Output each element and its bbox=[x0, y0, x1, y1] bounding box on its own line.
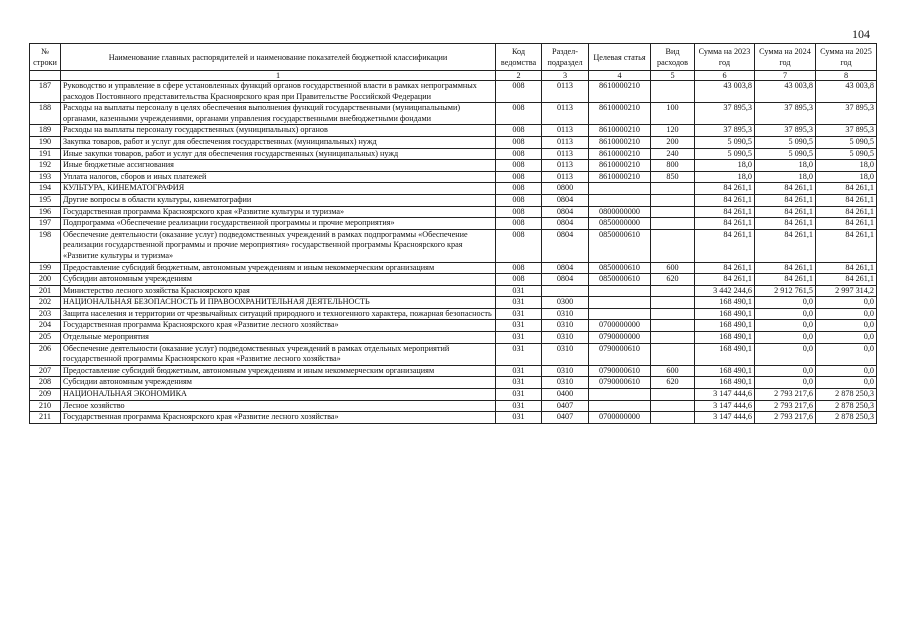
sum-2023-cell: 168 490,1 bbox=[695, 308, 755, 320]
table-row bbox=[30, 171, 877, 183]
target-article-cell: 8610000210 bbox=[589, 160, 651, 172]
target-article-cell: 8610000210 bbox=[589, 171, 651, 183]
ministry-code-cell: 008 bbox=[496, 183, 542, 195]
page-number: 104 bbox=[852, 27, 870, 41]
section-cell: 0407 bbox=[542, 400, 589, 412]
sum-2025-cell: 5 090,5 bbox=[816, 136, 877, 148]
row-number-cell: 189 bbox=[30, 125, 61, 137]
sum-2023-cell: 3 147 444,6 bbox=[695, 389, 755, 401]
sum-2024-cell: 0,0 bbox=[755, 377, 816, 389]
row-name-cell: Обеспечение деятельности (оказание услуг) подведомственных учреждений в рамках подпрограммы «Обеспечение реализации государственной программы и прочие мероприятия» государственной программы Красноярского края «Развитие культуры и туризма» bbox=[61, 229, 496, 262]
header-sum-2023: Сумма на 2023 год bbox=[695, 44, 755, 71]
row-number-cell: 191 bbox=[30, 148, 61, 160]
row-name-cell: Расходы на выплаты персоналу государственных (муниципальных) органов bbox=[61, 125, 496, 137]
ministry-code-cell: 008 bbox=[496, 218, 542, 230]
expense-type-cell: 600 bbox=[651, 262, 695, 274]
sum-2024-cell: 18,0 bbox=[755, 160, 816, 172]
table-row bbox=[30, 183, 877, 195]
sum-2025-cell: 2 997 314,2 bbox=[816, 285, 877, 297]
sum-2025-cell: 2 878 250,3 bbox=[816, 412, 877, 424]
sum-2025-cell: 84 261,1 bbox=[816, 218, 877, 230]
sum-2025-cell: 43 003,8 bbox=[816, 81, 877, 103]
sum-2023-cell: 5 090,5 bbox=[695, 136, 755, 148]
header-name: Наименование главных распорядителей и наименование показателей бюджетной классификации bbox=[61, 44, 496, 71]
sum-2025-cell: 84 261,1 bbox=[816, 229, 877, 262]
ministry-code-cell: 031 bbox=[496, 308, 542, 320]
section-cell: 0804 bbox=[542, 229, 589, 262]
section-cell: 0804 bbox=[542, 194, 589, 206]
sum-2025-cell: 84 261,1 bbox=[816, 194, 877, 206]
column-number: 7 bbox=[755, 71, 816, 81]
row-number-cell: 200 bbox=[30, 274, 61, 286]
sum-2023-cell: 43 003,8 bbox=[695, 81, 755, 103]
row-name-cell: Министерство лесного хозяйства Красноярского края bbox=[61, 285, 496, 297]
row-number-cell: 209 bbox=[30, 389, 61, 401]
sum-2023-cell: 5 090,5 bbox=[695, 148, 755, 160]
sum-2024-cell: 0,0 bbox=[755, 308, 816, 320]
header-ministry-code: Код ведомства bbox=[496, 44, 542, 71]
table-row bbox=[30, 308, 877, 320]
expense-type-cell: 200 bbox=[651, 136, 695, 148]
row-name-cell: Расходы на выплаты персоналу в целях обеспечения выполнения функций государственными (муниципальными) органами, казенными учреждениями, органами управления государственными внебюджетными фондами bbox=[61, 103, 496, 125]
row-name-cell: НАЦИОНАЛЬНАЯ ЭКОНОМИКА bbox=[61, 389, 496, 401]
table-row bbox=[30, 103, 877, 125]
header-sum-2024: Сумма на 2024 год bbox=[755, 44, 816, 71]
sum-2024-cell: 0,0 bbox=[755, 343, 816, 365]
sum-2024-cell: 18,0 bbox=[755, 171, 816, 183]
expense-type-cell bbox=[651, 183, 695, 195]
target-article-cell bbox=[589, 400, 651, 412]
expense-type-cell: 600 bbox=[651, 365, 695, 377]
header-row bbox=[30, 44, 877, 71]
expense-type-cell bbox=[651, 194, 695, 206]
row-number-cell: 206 bbox=[30, 343, 61, 365]
ministry-code-cell: 008 bbox=[496, 274, 542, 286]
ministry-code-cell: 031 bbox=[496, 412, 542, 424]
table-row bbox=[30, 194, 877, 206]
sum-2023-cell: 18,0 bbox=[695, 160, 755, 172]
column-number: 4 bbox=[589, 71, 651, 81]
section-cell: 0113 bbox=[542, 160, 589, 172]
expense-type-cell bbox=[651, 343, 695, 365]
row-name-cell: Государственная программа Красноярского края «Развитие лесного хозяйства» bbox=[61, 320, 496, 332]
expense-type-cell: 800 bbox=[651, 160, 695, 172]
target-article-cell: 0790000610 bbox=[589, 365, 651, 377]
sum-2024-cell: 84 261,1 bbox=[755, 206, 816, 218]
section-cell: 0407 bbox=[542, 412, 589, 424]
expense-type-cell bbox=[651, 229, 695, 262]
sum-2025-cell: 0,0 bbox=[816, 308, 877, 320]
row-number-cell: 196 bbox=[30, 206, 61, 218]
expense-type-cell bbox=[651, 389, 695, 401]
ministry-code-cell: 031 bbox=[496, 389, 542, 401]
section-cell: 0804 bbox=[542, 274, 589, 286]
sum-2024-cell: 37 895,3 bbox=[755, 103, 816, 125]
row-name-cell: Закупка товаров, работ и услуг для обеспечения государственных (муниципальных) нужд bbox=[61, 136, 496, 148]
row-number-cell: 195 bbox=[30, 194, 61, 206]
sum-2024-cell: 84 261,1 bbox=[755, 229, 816, 262]
sum-2023-cell: 168 490,1 bbox=[695, 365, 755, 377]
sum-2023-cell: 168 490,1 bbox=[695, 320, 755, 332]
expense-type-cell bbox=[651, 412, 695, 424]
sum-2024-cell: 5 090,5 bbox=[755, 148, 816, 160]
header-row-no: № строки bbox=[30, 44, 61, 71]
target-article-cell: 0700000000 bbox=[589, 412, 651, 424]
column-number: 6 bbox=[695, 71, 755, 81]
sum-2025-cell: 0,0 bbox=[816, 297, 877, 309]
row-name-cell: Предоставление субсидий бюджетным, автономным учреждениям и иным некоммерческим организациям bbox=[61, 262, 496, 274]
sum-2023-cell: 3 147 444,6 bbox=[695, 412, 755, 424]
ministry-code-cell: 031 bbox=[496, 320, 542, 332]
sum-2023-cell: 3 442 244,6 bbox=[695, 285, 755, 297]
expense-type-cell bbox=[651, 297, 695, 309]
target-article-cell: 0850000000 bbox=[589, 218, 651, 230]
section-cell: 0113 bbox=[542, 81, 589, 103]
row-name-cell: Государственная программа Красноярского края «Развитие культуры и туризма» bbox=[61, 206, 496, 218]
expense-type-cell: 850 bbox=[651, 171, 695, 183]
sum-2023-cell: 168 490,1 bbox=[695, 343, 755, 365]
section-cell: 0310 bbox=[542, 308, 589, 320]
expense-type-cell: 240 bbox=[651, 148, 695, 160]
target-article-cell: 8610000210 bbox=[589, 103, 651, 125]
table-row bbox=[30, 136, 877, 148]
section-cell: 0113 bbox=[542, 103, 589, 125]
row-name-cell: Субсидии автономным учреждениям bbox=[61, 274, 496, 286]
sum-2025-cell: 0,0 bbox=[816, 343, 877, 365]
column-number: 5 bbox=[651, 71, 695, 81]
target-article-cell: 8610000210 bbox=[589, 136, 651, 148]
sum-2024-cell: 84 261,1 bbox=[755, 262, 816, 274]
ministry-code-cell: 008 bbox=[496, 136, 542, 148]
header-sum-2025: Сумма на 2025 год bbox=[816, 44, 877, 71]
row-name-cell: Обеспечение деятельности (оказание услуг) подведомственных учреждений в рамках отдельных мероприятий государственной программы Красноярского края «Развитие лесного хозяйства» bbox=[61, 343, 496, 365]
section-cell: 0310 bbox=[542, 343, 589, 365]
sum-2023-cell: 3 147 444,6 bbox=[695, 400, 755, 412]
target-article-cell: 8610000210 bbox=[589, 148, 651, 160]
sum-2023-cell: 168 490,1 bbox=[695, 332, 755, 344]
row-number-cell: 192 bbox=[30, 160, 61, 172]
table-row bbox=[30, 297, 877, 309]
row-name-cell: Субсидии автономным учреждениям bbox=[61, 377, 496, 389]
section-cell: 0804 bbox=[542, 262, 589, 274]
sum-2023-cell: 84 261,1 bbox=[695, 194, 755, 206]
sum-2025-cell: 18,0 bbox=[816, 171, 877, 183]
row-name-cell: КУЛЬТУРА, КИНЕМАТОГРАФИЯ bbox=[61, 183, 496, 195]
table-row bbox=[30, 148, 877, 160]
sum-2023-cell: 168 490,1 bbox=[695, 297, 755, 309]
column-number-row bbox=[30, 71, 877, 81]
sum-2023-cell: 84 261,1 bbox=[695, 229, 755, 262]
header-expense-type: Вид расходов bbox=[651, 44, 695, 71]
sum-2025-cell: 37 895,3 bbox=[816, 103, 877, 125]
target-article-cell: 0790000610 bbox=[589, 377, 651, 389]
ministry-code-cell: 008 bbox=[496, 206, 542, 218]
expense-type-cell bbox=[651, 206, 695, 218]
target-article-cell bbox=[589, 183, 651, 195]
expense-type-cell bbox=[651, 218, 695, 230]
column-number: 1 bbox=[61, 71, 496, 81]
target-article-cell bbox=[589, 285, 651, 297]
sum-2023-cell: 168 490,1 bbox=[695, 377, 755, 389]
row-name-cell: НАЦИОНАЛЬНАЯ БЕЗОПАСНОСТЬ И ПРАВООХРАНИТЕЛЬНАЯ ДЕЯТЕЛЬНОСТЬ bbox=[61, 297, 496, 309]
sum-2024-cell: 84 261,1 bbox=[755, 274, 816, 286]
table-row bbox=[30, 160, 877, 172]
section-cell: 0113 bbox=[542, 125, 589, 137]
row-number-cell: 205 bbox=[30, 332, 61, 344]
sum-2024-cell: 43 003,8 bbox=[755, 81, 816, 103]
row-name-cell: Иные закупки товаров, работ и услуг для обеспечения государственных (муниципальных) нужд bbox=[61, 148, 496, 160]
budget-table bbox=[29, 43, 877, 424]
expense-type-cell bbox=[651, 400, 695, 412]
table-row bbox=[30, 262, 877, 274]
table-row bbox=[30, 81, 877, 103]
sum-2025-cell: 18,0 bbox=[816, 160, 877, 172]
sum-2023-cell: 84 261,1 bbox=[695, 183, 755, 195]
sum-2025-cell: 84 261,1 bbox=[816, 206, 877, 218]
row-number-cell: 207 bbox=[30, 365, 61, 377]
row-number-cell: 208 bbox=[30, 377, 61, 389]
sum-2024-cell: 5 090,5 bbox=[755, 136, 816, 148]
ministry-code-cell: 008 bbox=[496, 160, 542, 172]
row-number-cell: 203 bbox=[30, 308, 61, 320]
table-row bbox=[30, 389, 877, 401]
sum-2024-cell: 2 793 217,6 bbox=[755, 389, 816, 401]
row-number-cell: 198 bbox=[30, 229, 61, 262]
sum-2024-cell: 0,0 bbox=[755, 320, 816, 332]
target-article-cell: 0800000000 bbox=[589, 206, 651, 218]
column-number: 2 bbox=[496, 71, 542, 81]
sum-2023-cell: 84 261,1 bbox=[695, 206, 755, 218]
row-name-cell: Предоставление субсидий бюджетным, автономным учреждениям и иным некоммерческим организациям bbox=[61, 365, 496, 377]
row-name-cell: Руководство и управление в сфере установленных функций органов государственной власти в рамках непрограммных расходов Постоянного представительства Красноярского края при Правительстве Российской Федерации bbox=[61, 81, 496, 103]
header-section: Раздел-подраздел bbox=[542, 44, 589, 71]
row-number-cell: 210 bbox=[30, 400, 61, 412]
row-number-cell: 204 bbox=[30, 320, 61, 332]
table-row bbox=[30, 332, 877, 344]
section-cell: 0310 bbox=[542, 365, 589, 377]
row-number-cell: 190 bbox=[30, 136, 61, 148]
section-cell: 0113 bbox=[542, 136, 589, 148]
table-row bbox=[30, 365, 877, 377]
ministry-code-cell: 008 bbox=[496, 194, 542, 206]
column-number: 8 bbox=[816, 71, 877, 81]
row-number-cell: 197 bbox=[30, 218, 61, 230]
ministry-code-cell: 008 bbox=[496, 125, 542, 137]
row-number-cell: 187 bbox=[30, 81, 61, 103]
ministry-code-cell: 031 bbox=[496, 343, 542, 365]
section-cell: 0804 bbox=[542, 206, 589, 218]
ministry-code-cell: 008 bbox=[496, 103, 542, 125]
ministry-code-cell: 008 bbox=[496, 262, 542, 274]
ministry-code-cell: 008 bbox=[496, 171, 542, 183]
sum-2024-cell: 2 793 217,6 bbox=[755, 412, 816, 424]
ministry-code-cell: 008 bbox=[496, 148, 542, 160]
sum-2025-cell: 5 090,5 bbox=[816, 148, 877, 160]
target-article-cell bbox=[589, 389, 651, 401]
sum-2025-cell: 0,0 bbox=[816, 332, 877, 344]
section-cell: 0310 bbox=[542, 332, 589, 344]
row-name-cell: Подпрограмма «Обеспечение реализации государственной программы и прочие мероприятия» bbox=[61, 218, 496, 230]
target-article-cell: 8610000210 bbox=[589, 81, 651, 103]
row-name-cell: Лесное хозяйство bbox=[61, 400, 496, 412]
table-row bbox=[30, 218, 877, 230]
section-cell bbox=[542, 285, 589, 297]
table-row bbox=[30, 320, 877, 332]
column-number bbox=[30, 71, 61, 81]
ministry-code-cell: 031 bbox=[496, 400, 542, 412]
sum-2024-cell: 37 895,3 bbox=[755, 125, 816, 137]
target-article-cell bbox=[589, 308, 651, 320]
sum-2024-cell: 0,0 bbox=[755, 365, 816, 377]
target-article-cell: 0850000610 bbox=[589, 274, 651, 286]
sum-2024-cell: 84 261,1 bbox=[755, 218, 816, 230]
ministry-code-cell: 031 bbox=[496, 377, 542, 389]
expense-type-cell bbox=[651, 320, 695, 332]
expense-type-cell bbox=[651, 81, 695, 103]
section-cell: 0310 bbox=[542, 320, 589, 332]
row-number-cell: 193 bbox=[30, 171, 61, 183]
section-cell: 0113 bbox=[542, 148, 589, 160]
table-row bbox=[30, 377, 877, 389]
target-article-cell: 0850000610 bbox=[589, 229, 651, 262]
row-number-cell: 194 bbox=[30, 183, 61, 195]
table-row bbox=[30, 343, 877, 365]
row-number-cell: 199 bbox=[30, 262, 61, 274]
sum-2023-cell: 18,0 bbox=[695, 171, 755, 183]
sum-2025-cell: 0,0 bbox=[816, 377, 877, 389]
section-cell: 0804 bbox=[542, 218, 589, 230]
sum-2025-cell: 0,0 bbox=[816, 365, 877, 377]
sum-2023-cell: 84 261,1 bbox=[695, 218, 755, 230]
sum-2023-cell: 84 261,1 bbox=[695, 262, 755, 274]
section-cell: 0800 bbox=[542, 183, 589, 195]
ministry-code-cell: 031 bbox=[496, 332, 542, 344]
sum-2025-cell: 0,0 bbox=[816, 320, 877, 332]
table-row bbox=[30, 285, 877, 297]
table-row bbox=[30, 206, 877, 218]
expense-type-cell: 620 bbox=[651, 274, 695, 286]
section-cell: 0310 bbox=[542, 377, 589, 389]
sum-2023-cell: 84 261,1 bbox=[695, 274, 755, 286]
sum-2024-cell: 2 912 761,5 bbox=[755, 285, 816, 297]
expense-type-cell bbox=[651, 332, 695, 344]
header-target-article: Целевая статья bbox=[589, 44, 651, 71]
target-article-cell: 0850000610 bbox=[589, 262, 651, 274]
sum-2024-cell: 0,0 bbox=[755, 332, 816, 344]
table-row bbox=[30, 412, 877, 424]
row-name-cell: Государственная программа Красноярского края «Развитие лесного хозяйства» bbox=[61, 412, 496, 424]
sum-2025-cell: 84 261,1 bbox=[816, 183, 877, 195]
target-article-cell: 0700000000 bbox=[589, 320, 651, 332]
target-article-cell bbox=[589, 194, 651, 206]
row-name-cell: Иные бюджетные ассигнования bbox=[61, 160, 496, 172]
expense-type-cell: 120 bbox=[651, 125, 695, 137]
ministry-code-cell: 031 bbox=[496, 297, 542, 309]
table-row bbox=[30, 274, 877, 286]
section-cell: 0400 bbox=[542, 389, 589, 401]
ministry-code-cell: 008 bbox=[496, 81, 542, 103]
target-article-cell: 0790000000 bbox=[589, 332, 651, 344]
expense-type-cell: 100 bbox=[651, 103, 695, 125]
row-name-cell: Защита населения и территории от чрезвычайных ситуаций природного и техногенного характера, пожарная безопасность bbox=[61, 308, 496, 320]
table-body bbox=[30, 81, 877, 424]
sum-2023-cell: 37 895,3 bbox=[695, 125, 755, 137]
sum-2025-cell: 37 895,3 bbox=[816, 125, 877, 137]
target-article-cell: 8610000210 bbox=[589, 125, 651, 137]
row-name-cell: Другие вопросы в области культуры, кинематографии bbox=[61, 194, 496, 206]
row-name-cell: Отдельные мероприятия bbox=[61, 332, 496, 344]
sum-2024-cell: 2 793 217,6 bbox=[755, 400, 816, 412]
expense-type-cell: 620 bbox=[651, 377, 695, 389]
table-row bbox=[30, 400, 877, 412]
section-cell: 0300 bbox=[542, 297, 589, 309]
ministry-code-cell: 008 bbox=[496, 229, 542, 262]
row-number-cell: 211 bbox=[30, 412, 61, 424]
column-number: 3 bbox=[542, 71, 589, 81]
sum-2023-cell: 37 895,3 bbox=[695, 103, 755, 125]
section-cell: 0113 bbox=[542, 171, 589, 183]
expense-type-cell bbox=[651, 308, 695, 320]
sum-2025-cell: 2 878 250,3 bbox=[816, 389, 877, 401]
target-article-cell: 0790000610 bbox=[589, 343, 651, 365]
sum-2024-cell: 84 261,1 bbox=[755, 194, 816, 206]
expense-type-cell bbox=[651, 285, 695, 297]
ministry-code-cell: 031 bbox=[496, 285, 542, 297]
target-article-cell bbox=[589, 297, 651, 309]
row-number-cell: 201 bbox=[30, 285, 61, 297]
ministry-code-cell: 031 bbox=[496, 365, 542, 377]
sum-2024-cell: 84 261,1 bbox=[755, 183, 816, 195]
table-row bbox=[30, 125, 877, 137]
row-name-cell: Уплата налогов, сборов и иных платежей bbox=[61, 171, 496, 183]
sum-2025-cell: 2 878 250,3 bbox=[816, 400, 877, 412]
sum-2025-cell: 84 261,1 bbox=[816, 274, 877, 286]
table-header bbox=[30, 44, 877, 81]
table-row bbox=[30, 229, 877, 262]
sum-2024-cell: 0,0 bbox=[755, 297, 816, 309]
row-number-cell: 188 bbox=[30, 103, 61, 125]
row-number-cell: 202 bbox=[30, 297, 61, 309]
sum-2025-cell: 84 261,1 bbox=[816, 262, 877, 274]
